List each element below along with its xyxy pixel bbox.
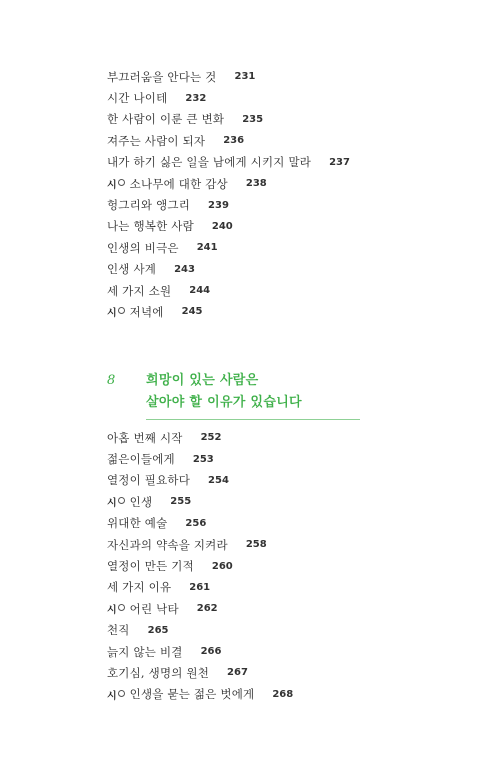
toc-entry-page: 241: [196, 242, 218, 254]
toc-entry-title: 인생을 묻는 젊은 벗에게: [129, 687, 255, 702]
toc-entry-title: 내가 하기 싫은 일을 남에게 시키지 말라: [107, 155, 312, 170]
toc-list-part-1: [107, 66, 350, 323]
toc-entry-page: 245: [181, 306, 203, 318]
toc-entry-page: 232: [185, 92, 207, 104]
toc-entry-page: 243: [174, 263, 195, 275]
toc-entry: [107, 152, 350, 173]
toc-entry: [107, 87, 350, 108]
toc-entry-title: 젊은이들에게: [107, 452, 175, 467]
toc-entry-title: 인생의 비극은: [107, 240, 179, 255]
chapter-number: 8: [107, 373, 116, 388]
toc-entry: [107, 66, 350, 87]
toc-entry-title: 나는 행복한 사람: [107, 219, 194, 234]
toc-entry-page: 236: [223, 135, 245, 147]
toc-entry: [107, 577, 293, 598]
toc-entry-title: 열정이 필요하다: [107, 473, 191, 488]
toc-entry-page: 237: [329, 156, 350, 168]
toc-list-part-2: [107, 427, 293, 705]
chapter-divider: [146, 419, 360, 420]
chapter-title: [146, 370, 302, 414]
toc-entry-page: 255: [170, 496, 192, 508]
toc-entry-page: 258: [245, 539, 267, 551]
toc-entry-page: 267: [227, 667, 248, 679]
chapter-title-line-2: 살아야 할 이유가 있습니다: [146, 395, 302, 410]
poem-label: 시: [107, 498, 117, 510]
toc-entry-title: 천직: [107, 623, 130, 638]
poem-circle-icon: [118, 497, 125, 504]
chapter-title-line-1: 희망이 있는 사람은: [146, 373, 259, 388]
toc-entry: [107, 301, 350, 322]
toc-entry-page: 262: [196, 603, 218, 615]
poem-circle-icon: [118, 604, 125, 611]
toc-entry-title: 세 가지 소원: [107, 283, 172, 298]
toc-entry: [107, 173, 350, 194]
toc-entry: [107, 684, 293, 705]
toc-entry-title: 저녁에: [129, 304, 164, 319]
toc-entry-title: 부끄러움을 안다는 것: [107, 69, 217, 84]
toc-entry-page: 265: [147, 624, 169, 636]
toc-entry: [107, 534, 293, 555]
poem-label: 시: [107, 308, 117, 320]
poem-circle-icon: [118, 307, 125, 314]
toc-entry-title: 자신과의 약속을 지켜라: [107, 537, 228, 552]
toc-entry: [107, 641, 293, 662]
toc-entry-page: 240: [211, 220, 233, 232]
toc-entry-title: 세 가지 이유: [107, 580, 172, 595]
toc-entry: [107, 598, 293, 619]
toc-entry-page: 252: [200, 432, 222, 444]
toc-entry: [107, 470, 293, 491]
toc-entry: [107, 513, 293, 534]
toc-entry-title: 어린 낙타: [129, 601, 179, 616]
toc-entry: [107, 216, 350, 237]
toc-entry-title: 늙지 않는 비결: [107, 644, 183, 659]
toc-entry-title: 인생 사계: [107, 262, 157, 277]
poem-label: 시: [107, 690, 117, 702]
toc-entry: [107, 109, 350, 130]
toc-entry-title: 소나무에 대한 감상: [129, 176, 228, 191]
toc-entry: [107, 259, 350, 280]
poem-label: 시: [107, 605, 117, 617]
toc-entry-page: 235: [242, 113, 264, 125]
poem-circle-icon: [118, 179, 125, 186]
toc-entry-page: 231: [234, 71, 256, 83]
toc-entry: [107, 280, 350, 301]
toc-entry-page: 239: [208, 199, 229, 211]
toc-entry-title: 져주는 사람이 되자: [107, 133, 206, 148]
toc-entry: [107, 194, 350, 215]
toc-entry-page: 254: [208, 474, 229, 486]
toc-entry-title: 한 사람이 이룬 큰 변화: [107, 112, 225, 127]
toc-entry-title: 열정이 만든 기적: [107, 559, 194, 574]
toc-entry: [107, 130, 350, 151]
toc-entry-title: 아홉 번째 시작: [107, 430, 183, 445]
toc-entry-title: 호기심, 생명의 원천: [107, 665, 210, 680]
toc-entry-page: 260: [211, 560, 233, 572]
toc-entry-page: 266: [200, 646, 222, 658]
toc-entry-page: 268: [272, 688, 294, 700]
toc-entry: [107, 555, 293, 576]
toc-entry-page: 244: [189, 285, 211, 297]
toc-entry-title: 위대한 예술: [107, 516, 168, 531]
poem-circle-icon: [118, 690, 125, 697]
toc-entry-page: 238: [245, 178, 267, 190]
toc-entry: [107, 427, 293, 448]
toc-entry-title: 인생: [129, 494, 153, 509]
toc-entry: [107, 620, 293, 641]
toc-entry: [107, 237, 350, 258]
toc-entry-page: 256: [185, 517, 207, 529]
toc-entry-title: 헝그리와 앵그리: [107, 198, 191, 213]
toc-entry: [107, 491, 293, 512]
toc-entry-title: 시간 나이테: [107, 91, 168, 106]
poem-label: 시: [107, 180, 117, 192]
toc-entry-page: 261: [189, 581, 211, 593]
toc-entry-page: 253: [192, 453, 214, 465]
toc-entry: [107, 662, 293, 683]
toc-entry: [107, 448, 293, 469]
